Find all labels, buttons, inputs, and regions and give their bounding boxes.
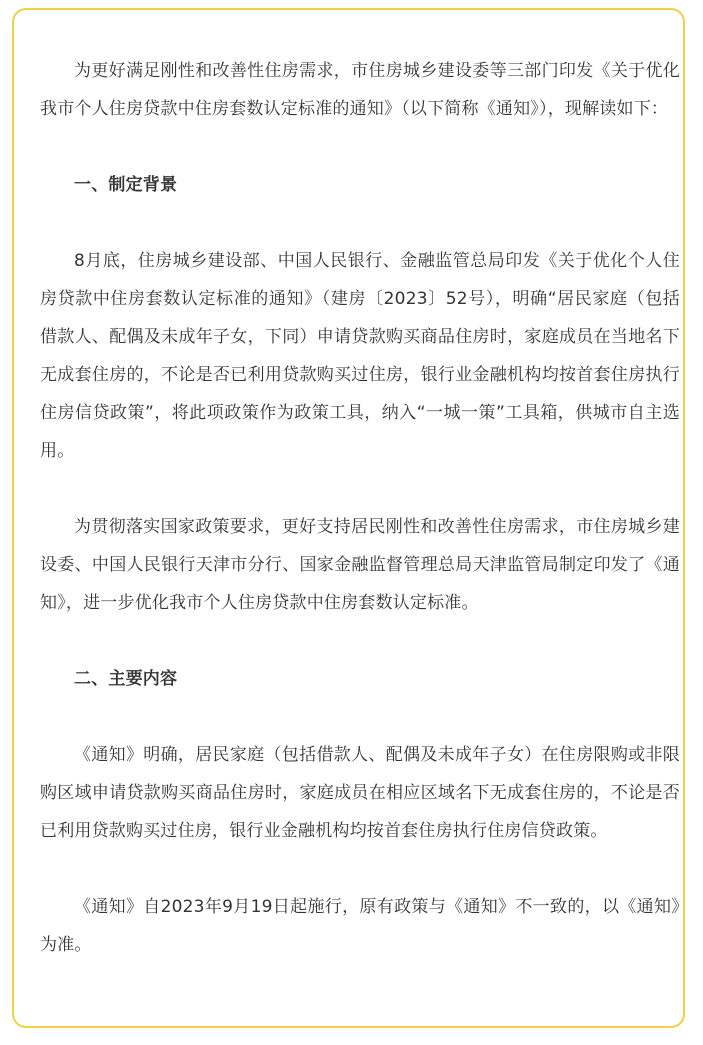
article-body [40,52,680,1002]
section-heading-background: 一、制定背景 [74,175,178,195]
main-content-paragraph-2: 《通知》自2023年9月19日起施行，原有政策与《通知》不一致的，以《通知》为准。 [40,897,680,955]
background-paragraph-2: 为贯彻落实国家政策要求，更好支持居民刚性和改善性住房需求，市住房城乡建设委、中国人民银行天津市分行、国家金融监督管理总局天津监管局制定印发了《通知》，进一步优化我市个人住房贷款中住房套数认定标准。 [40,517,680,613]
section-heading-main-content: 二、主要内容 [74,669,178,689]
background-paragraph-1: 8月底，住房城乡建设部、中国人民银行、金融监管总局印发《关于优化个人住房贷款中住房套数认定标准的通知》（建房〔2023〕52号），明确“居民家庭（包括借款人、配偶及未成年子女，下同）申请贷款购买商品住房时，家庭成员在当地名下无成套住房的，不论是否已利用贷款购买过住房，银行业金融机构均按首套住房执行住房信贷政策”，将此项政策作为政策工具，纳入“一城一策”工具箱，供城市自主选用。 [40,251,680,461]
main-content-paragraph-1: 《通知》明确，居民家庭（包括借款人、配偶及未成年子女）在住房限购或非限购区域申请贷款购买商品住房时，家庭成员在相应区域名下无成套住房的，不论是否已利用贷款购买过住房，银行业金融机构均按首套住房执行住房信贷政策。 [40,745,680,841]
intro-paragraph: 为更好满足刚性和改善性住房需求，市住房城乡建设委等三部门印发《关于优化我市个人住房贷款中住房套数认定标准的通知》（以下简称《通知》），现解读如下： [40,61,680,119]
